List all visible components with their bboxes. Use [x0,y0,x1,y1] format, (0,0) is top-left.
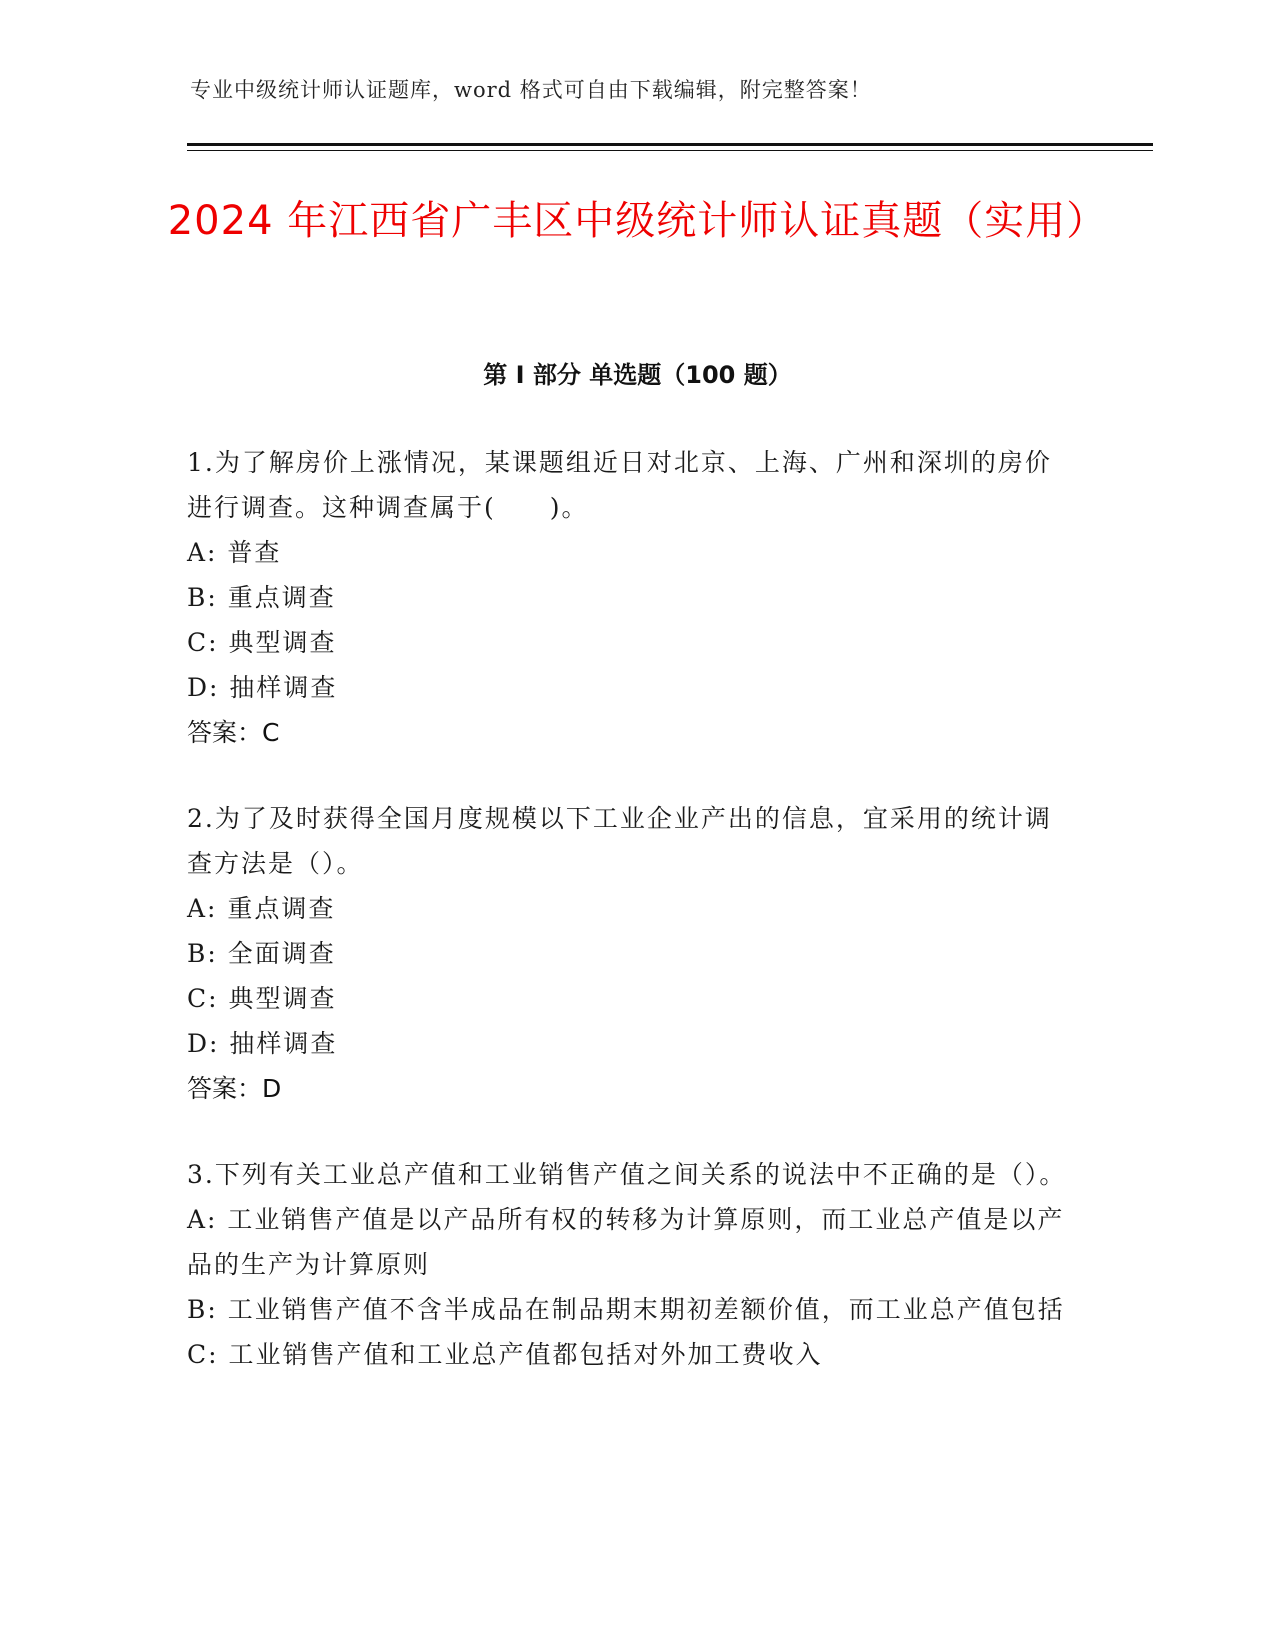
answer: 答案：D [187,1074,282,1103]
question-list [187,440,1077,1418]
question-text: 2.为了及时获得全国月度规模以下工业企业产出的信息，宜采用的统计调查方法是（）。 [187,804,1052,878]
header-note: 专业中级统计师认证题库，word 格式可自由下载编辑，附完整答案！ [190,78,872,102]
option-c: C: 典型调查 [187,628,337,657]
document-title: 2024 年江西省广丰区中级统计师认证真题（实用） [167,198,1108,244]
option-a: A: 普查 [187,538,282,567]
section-title: 第 I 部分 单选题（100 题） [483,361,792,389]
option-b: B: 重点调查 [187,583,336,612]
option-d: D: 抽样调查 [187,1029,338,1058]
option-b: B: 全面调查 [187,939,336,968]
question-text: 3.下列有关工业总产值和工业销售产值之间关系的说法中不正确的是（）。 [187,1160,1067,1189]
header-rule-thin [187,150,1153,151]
option-c: C: 工业销售产值和工业总产值都包括对外加工费收入 [187,1340,823,1369]
option-b: B: 工业销售产值不含半成品在制品期末期初差额价值，而工业总产值包括 [187,1295,1065,1324]
answer: 答案：C [187,718,280,747]
question-2 [187,796,1077,1111]
option-a: A: 工业销售产值是以产品所有权的转移为计算原则，而工业总产值是以产品的生产为计算原则 [187,1205,1065,1279]
option-d: D: 抽样调查 [187,673,338,702]
question-text: 1.为了解房价上涨情况，某课题组近日对北京、上海、广州和深圳的房价进行调查。这种调查属于( )。 [187,448,1052,522]
header-rule-thick [187,143,1153,146]
question-1 [187,440,1077,755]
option-c: C: 典型调查 [187,984,337,1013]
question-3 [187,1152,1077,1377]
option-a: A: 重点调查 [187,894,336,923]
